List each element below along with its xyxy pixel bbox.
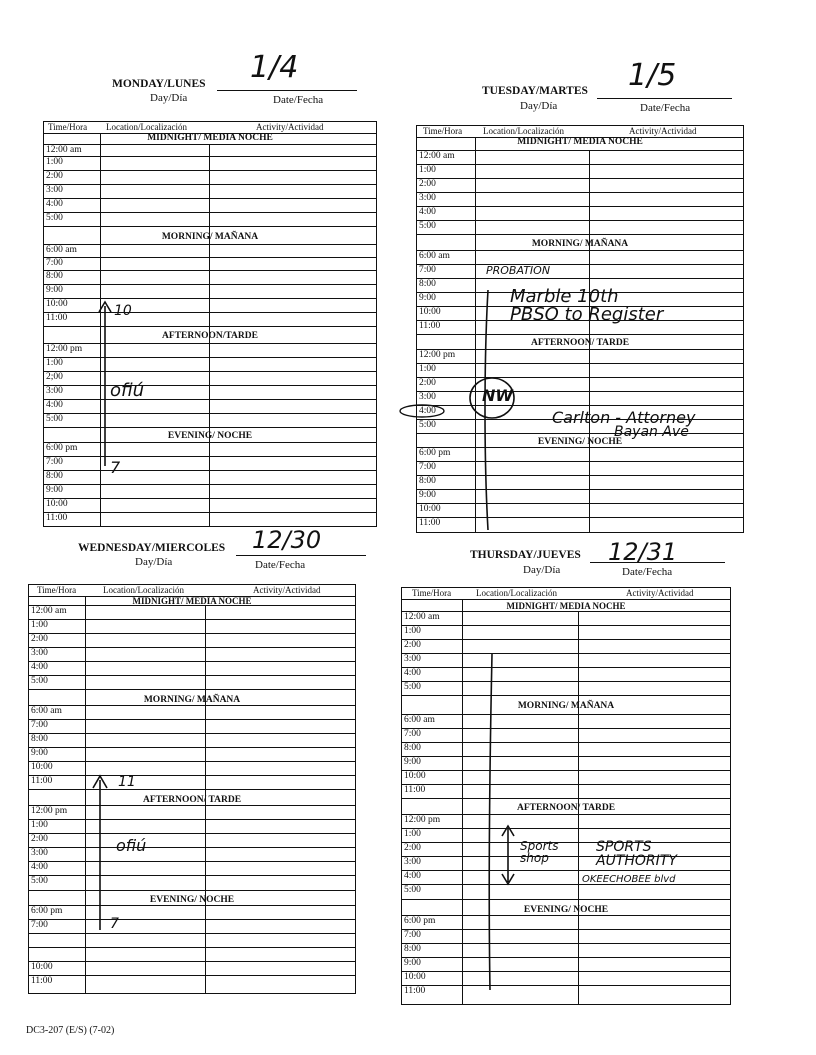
time-row[interactable]: 4:00 — [29, 662, 355, 676]
tuesday-note-avenue: Bayan Ave — [614, 424, 689, 440]
time-row[interactable]: 12:00 am — [402, 612, 730, 626]
wednesday-date-label: Date/Fecha — [255, 559, 306, 571]
time-row[interactable]: 7:00 — [29, 720, 355, 734]
time-row[interactable]: 11:00 — [419, 518, 441, 528]
time-row[interactable]: 8:00 — [402, 944, 730, 958]
time-row[interactable]: 10:00 — [417, 504, 743, 518]
col-time-header: Time/Hora — [423, 126, 463, 136]
time-row[interactable]: 10:00 — [417, 307, 743, 321]
monday-day-label: Day/Día — [150, 92, 188, 104]
thursday-note-sports-shop: Sports shop — [520, 839, 559, 865]
time-row[interactable]: 6:00 pm — [29, 906, 355, 920]
time-row[interactable]: 1:00 — [44, 358, 376, 372]
monday-date-line — [217, 90, 357, 91]
time-row[interactable]: 1:00 — [417, 165, 743, 179]
wednesday-note-activity: ofiú — [116, 836, 147, 855]
tuesday-note-attorney: Carlton - Attorney — [552, 408, 696, 427]
time-row[interactable]: 7:00 — [44, 457, 376, 471]
time-row[interactable]: 11:00 — [404, 986, 426, 996]
time-row[interactable]: 6:00 pm — [417, 448, 743, 462]
morning-section: MORNING/ MAÑANA — [417, 235, 743, 251]
tuesday-date-line — [597, 98, 732, 99]
time-row[interactable]: 5:00 — [402, 885, 730, 900]
time-row[interactable]: 4:00 — [402, 668, 730, 682]
wednesday-title: WEDNESDAY/MIERCOLES — [78, 542, 226, 554]
wednesday-note-end: 7 — [110, 916, 119, 932]
time-row[interactable]: 9:00 — [417, 293, 743, 307]
tuesday-title: TUESDAY/MARTES — [482, 85, 588, 97]
location-column-divider — [209, 145, 210, 526]
time-row[interactable]: 4:00 — [29, 862, 355, 876]
time-row[interactable]: 6:00 am — [417, 251, 743, 265]
time-row[interactable]: 4:00 — [44, 199, 376, 213]
time-row[interactable]: 2:00 — [417, 179, 743, 193]
col-activity-header: Activity/Actividad — [256, 122, 324, 132]
col-time-header: Time/Hora — [37, 585, 77, 595]
midnight-section: MIDNIGHT/ MEDIA NOCHE — [402, 599, 730, 612]
time-row[interactable]: 8:00 — [29, 734, 355, 748]
tuesday-note-probation: PROBATION — [486, 264, 551, 277]
midnight-section: MIDNIGHT/ MEDIA NOCHE — [417, 137, 743, 151]
thursday-day-label: Day/Día — [523, 564, 561, 576]
time-row[interactable] — [29, 934, 355, 948]
time-row[interactable]: 2:00 — [402, 843, 730, 857]
time-row[interactable]: 11:00 — [402, 785, 730, 799]
midnight-section: MIDNIGHT/ MEDIA NOCHE — [44, 133, 376, 145]
time-row[interactable]: 3:00 — [417, 392, 743, 406]
time-column-divider — [462, 599, 463, 1004]
time-row[interactable]: 2:00 — [417, 378, 743, 392]
time-row[interactable]: 9:00 — [402, 757, 730, 771]
time-row[interactable]: 1:00 — [29, 820, 355, 834]
afternoon-section: AFTERNOON/ TARDE — [402, 799, 730, 815]
time-row[interactable]: 3:00 — [44, 386, 376, 400]
afternoon-section: AFTERNOON/ TARDE — [29, 790, 355, 806]
monday-note-activity: ofiú — [110, 380, 145, 401]
time-row[interactable]: 8:00 — [44, 271, 376, 285]
monday-date: 1/4 — [250, 50, 299, 85]
time-row[interactable]: 5:00 — [44, 414, 376, 428]
thursday-date: 12/31 — [608, 538, 678, 566]
col-location-header: Location/Localización — [476, 588, 557, 598]
monday-note-end: 7 — [110, 458, 121, 477]
time-row[interactable]: 10:00 — [402, 771, 730, 785]
time-row[interactable]: 11:00 — [46, 513, 68, 523]
time-row[interactable]: 12:00 pm — [44, 344, 376, 358]
time-row[interactable]: 5:00 — [29, 876, 355, 891]
monday-title: MONDAY/LUNES — [112, 78, 206, 90]
location-column-divider — [578, 612, 579, 1004]
time-row[interactable]: 9:00 — [29, 748, 355, 762]
monday-note-start: 10 — [114, 303, 132, 319]
time-row[interactable]: 12:00 am — [29, 606, 355, 620]
monday-schedule-grid — [43, 121, 377, 527]
tuesday-marks — [396, 280, 526, 540]
time-row[interactable]: 6:00 am — [29, 706, 355, 720]
time-row[interactable]: 1:00 — [402, 626, 730, 640]
time-row[interactable]: 11:00 — [29, 776, 355, 790]
time-row[interactable]: 9:00 — [402, 958, 730, 972]
time-row[interactable]: 2;00 — [44, 372, 376, 386]
morning-section: MORNING/ MAÑANA — [29, 690, 355, 706]
time-row[interactable]: 12:00 pm — [417, 350, 743, 364]
time-row[interactable]: 8:00 — [417, 476, 743, 490]
time-row[interactable]: 4:00 — [44, 400, 376, 414]
time-row[interactable]: 10:00 — [29, 762, 355, 776]
time-row[interactable]: 1:00 — [44, 157, 376, 171]
time-row[interactable]: 12:00 pm — [402, 815, 730, 829]
time-row[interactable]: 5:00 — [417, 221, 743, 235]
time-row[interactable]: 12:00 am — [44, 145, 376, 157]
wednesday-schedule-grid — [28, 584, 356, 994]
time-row[interactable]: 3:00 — [417, 193, 743, 207]
tuesday-note-nw: NW — [482, 386, 514, 405]
thursday-date-label: Date/Fecha — [622, 566, 673, 578]
time-row[interactable]: 11:00 — [31, 976, 53, 986]
wednesday-bracket-arrow — [88, 770, 112, 940]
time-row[interactable]: 1:00 — [29, 620, 355, 634]
time-row[interactable]: 8:00 — [417, 279, 743, 293]
time-row[interactable]: 7:00 — [417, 265, 743, 279]
time-column-divider — [85, 596, 86, 993]
wednesday-day-label: Day/Día — [135, 556, 173, 568]
time-row[interactable]: 12:00 pm — [29, 806, 355, 820]
thursday-note-sports-authority: SPORTS AUTHORITY — [596, 839, 677, 869]
time-row[interactable]: 6:00 am — [44, 245, 376, 258]
time-row[interactable]: 11:00 — [44, 313, 376, 327]
time-row[interactable]: 5:00 — [44, 213, 376, 227]
tuesday-date-label: Date/Fecha — [640, 102, 691, 114]
time-row[interactable]: 8:00 — [44, 471, 376, 485]
time-row[interactable]: 8:00 — [402, 743, 730, 757]
col-time-header: Time/Hora — [412, 588, 452, 598]
midnight-section: MIDNIGHT/ MEDIA NOCHE — [29, 596, 355, 606]
time-row[interactable]: 3:00 — [402, 654, 730, 668]
thursday-title: THURSDAY/JUEVES — [470, 549, 581, 561]
evening-section: EVENING/ NOCHE — [29, 891, 355, 906]
time-row[interactable]: 7:00 — [402, 930, 730, 944]
time-row[interactable]: 7:00 — [417, 462, 743, 476]
time-row[interactable]: 12:00 am — [417, 151, 743, 165]
evening-section: EVENING/ NOCHE — [44, 428, 376, 443]
time-row[interactable]: 5:00 — [402, 682, 730, 696]
thursday-note-okeechobee: OKEECHOBEE blvd — [582, 874, 676, 885]
col-location-header: Location/Localización — [106, 122, 187, 132]
time-row[interactable]: 3:00 — [402, 857, 730, 871]
time-row[interactable]: 5:00 — [417, 420, 743, 434]
time-row[interactable]: 9:00 — [44, 485, 376, 499]
time-row[interactable]: 3:00 — [29, 848, 355, 862]
tuesday-note-pbso: PBSO to Register — [510, 304, 664, 325]
afternoon-section: AFTERNOON/TARDE — [44, 327, 376, 344]
time-row[interactable]: 3:00 — [44, 185, 376, 199]
time-row[interactable]: 2:00 — [402, 640, 730, 654]
time-row[interactable]: 5:00 — [29, 676, 355, 690]
time-row[interactable]: 4:00 — [402, 871, 730, 885]
wednesday-date: 12/30 — [252, 526, 322, 554]
evening-section: EVENING/ NOCHE — [402, 900, 730, 916]
col-location-header: Location/Localización — [483, 126, 564, 136]
tuesday-note-marble: Marble 10th — [510, 286, 619, 307]
morning-section: MORNING/ MAÑANA — [402, 696, 730, 715]
time-row[interactable]: 4:00 — [417, 207, 743, 221]
monday-date-label: Date/Fecha — [273, 94, 324, 106]
time-row[interactable]: 10:00 — [402, 972, 730, 986]
morning-section: MORNING/ MAÑANA — [44, 227, 376, 245]
col-activity-header: Activity/Actividad — [253, 585, 321, 595]
time-row[interactable]: 10:00 — [44, 299, 376, 313]
time-row[interactable]: 6:00 pm — [402, 916, 730, 930]
time-row[interactable]: 2:00 — [29, 834, 355, 848]
evening-section: EVENING/ NOCHE — [417, 434, 743, 448]
time-row[interactable]: 11:00 — [417, 321, 743, 335]
time-row[interactable]: 9:00 — [417, 490, 743, 504]
col-time-header: Time/Hora — [48, 122, 88, 132]
thursday-schedule-grid — [401, 587, 731, 1005]
afternoon-section: AFTERNOON/ TARDE — [417, 335, 743, 350]
time-row[interactable] — [29, 948, 355, 962]
time-row[interactable]: 7:00 — [402, 729, 730, 743]
time-row[interactable]: 6:00 pm — [44, 443, 376, 457]
col-activity-header: Activity/Actividad — [629, 126, 697, 136]
time-row[interactable]: 6:00 am — [402, 715, 730, 729]
time-row[interactable]: 2:00 — [29, 634, 355, 648]
wednesday-date-line — [236, 555, 366, 556]
time-row[interactable]: 1:00 — [402, 829, 730, 843]
form-number: DC3-207 (E/S) (7-02) — [26, 1025, 115, 1036]
time-row[interactable]: 10:00 — [44, 499, 376, 513]
time-row[interactable]: 9:00 — [44, 285, 376, 299]
time-row[interactable]: 7:00 — [29, 920, 355, 934]
location-column-divider — [589, 151, 590, 532]
time-row[interactable]: 10:00 — [29, 962, 355, 976]
time-row[interactable]: 3:00 — [29, 648, 355, 662]
time-row[interactable]: 4:00 — [417, 406, 743, 420]
time-row[interactable]: 2:00 — [44, 171, 376, 185]
tuesday-date: 1/5 — [628, 58, 677, 93]
tuesday-day-label: Day/Día — [520, 100, 558, 112]
time-row[interactable]: 1:00 — [417, 364, 743, 378]
time-row[interactable]: 7:00 — [44, 258, 376, 271]
col-location-header: Location/Localización — [103, 585, 184, 595]
thursday-double-arrow — [498, 822, 518, 888]
location-column-divider — [205, 606, 206, 993]
col-activity-header: Activity/Actividad — [626, 588, 694, 598]
wednesday-note-start: 11 — [118, 774, 136, 790]
